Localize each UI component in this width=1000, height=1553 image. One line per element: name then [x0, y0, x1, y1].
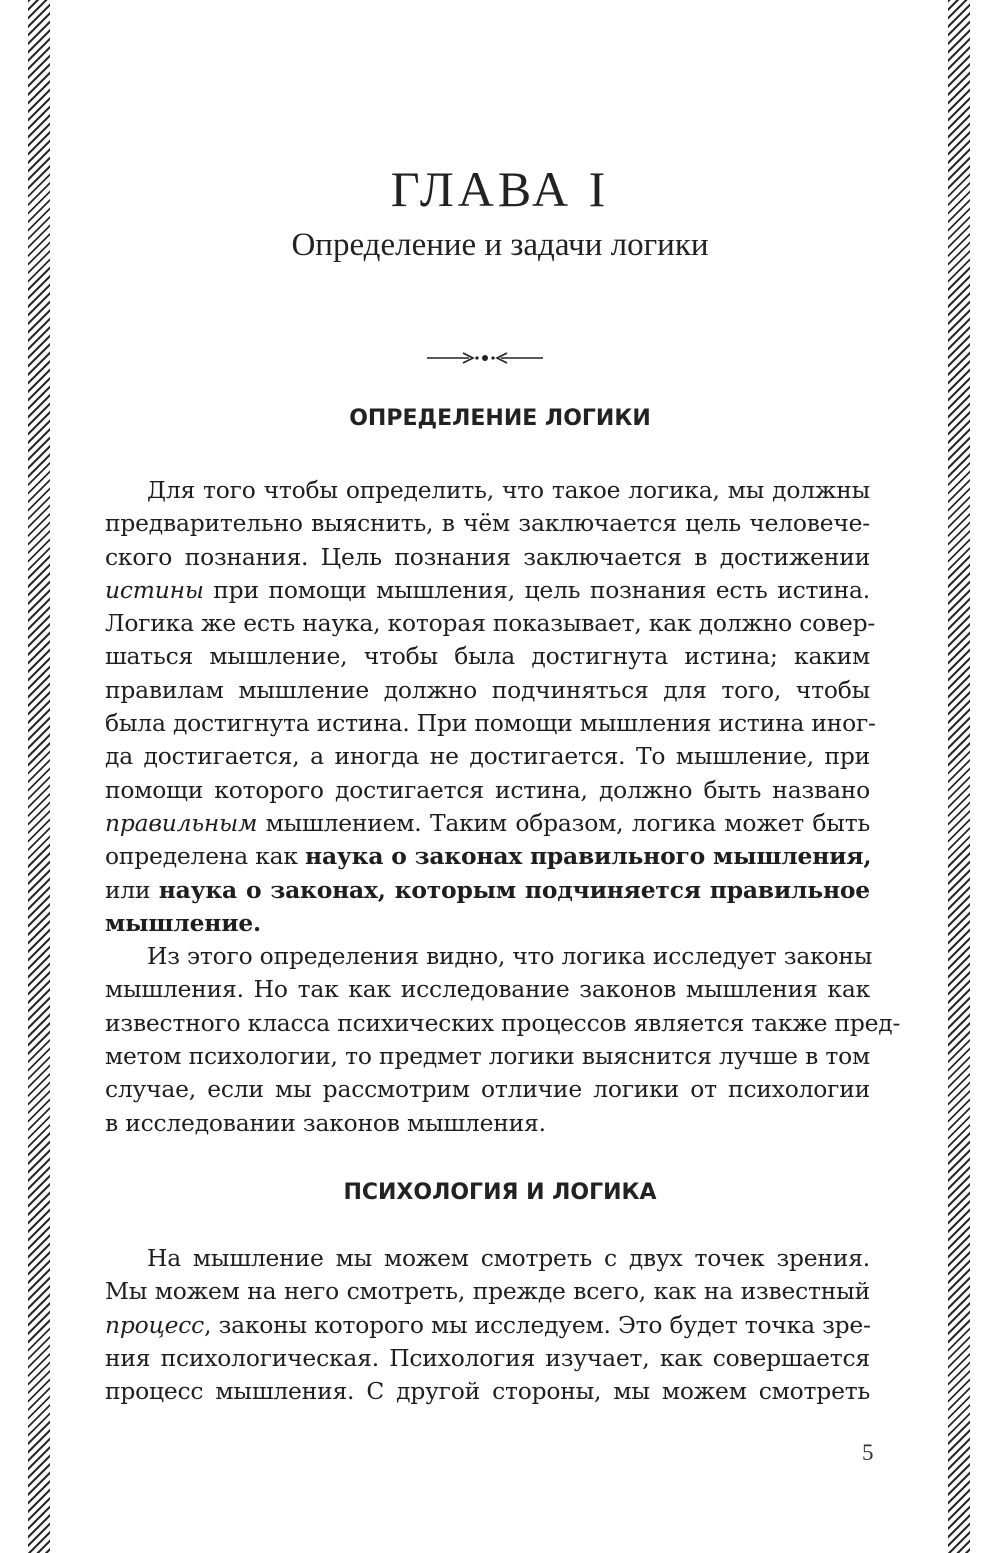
- text-line: [105, 574, 870, 607]
- bold-definition: мышление.: [105, 908, 261, 937]
- text-line: правилам мышление должно подчиняться для того, чтобы: [105, 675, 870, 704]
- section-body-psychology: [105, 1242, 870, 1408]
- chapter-title: ГЛАВА I: [390, 161, 610, 217]
- text-fragment: определена как: [105, 842, 306, 871]
- text-line: [105, 1309, 870, 1342]
- text-line: предварительно выяснить, в чём заключается цель человече-: [105, 509, 870, 538]
- text-line: Из этого определения видно, что логика исследует законы: [147, 942, 873, 971]
- ornament-divider-icon: [425, 348, 545, 368]
- section-heading-definition: ОПРЕДЕЛЕНИЕ ЛОГИКИ: [349, 406, 651, 431]
- section-body-definition: [105, 474, 901, 1140]
- page-number: 5: [862, 1440, 874, 1465]
- text-line: случае, если мы рассмотрим отличие логики от психологии: [105, 1075, 870, 1104]
- bold-definition: наука о законах правильного мышления,: [305, 842, 872, 871]
- text-line: да достигается, а иногда не достигается. То мышление, при: [105, 742, 870, 771]
- text-line: метом психологии, то предмет логики выяснится лучше в том: [105, 1042, 870, 1071]
- section-heading-psychology: ПСИХОЛОГИЯ И ЛОГИКА: [343, 1180, 657, 1205]
- text-line: [105, 907, 870, 940]
- text-fragment: мышлением. Таким образом, логика может быть: [257, 808, 870, 837]
- text-line: помощи которого достигается истина, должно быть названо: [105, 775, 870, 804]
- italic-term: правильным: [105, 808, 258, 837]
- text-line: ния психологическая. Психология изучает, как совершается: [105, 1343, 870, 1372]
- text-line: шаться мышление, чтобы была достигнута истина; каким: [105, 642, 870, 671]
- text-line: [105, 840, 870, 873]
- bold-definition: наука о законах, которым подчиняется правильное: [158, 875, 870, 904]
- text-line: Мы можем на него смотреть, прежде всего, как на известный: [105, 1277, 870, 1306]
- italic-term: истины: [105, 575, 204, 604]
- text-line: была достигнута истина. При помощи мышления истина иног-: [105, 709, 876, 738]
- text-line: в исследовании законов мышления.: [105, 1108, 546, 1137]
- text-line: ского познания. Цель познания заключается в достижении: [105, 542, 870, 571]
- text-fragment: при помощи мышления, цель познания есть истина.: [203, 575, 870, 604]
- text-line: процесс мышления. С другой стороны, мы можем смотреть: [105, 1377, 870, 1406]
- text-line: Для того чтобы определить, что такое логика, мы должны: [147, 476, 870, 504]
- text-line: На мышление мы можем смотреть с двух точек зрения.: [147, 1244, 870, 1272]
- text-line: мышления. Но так как исследование законов мышления как: [105, 975, 870, 1004]
- text-line: [105, 807, 870, 840]
- text-line: известного класса психических процессов является также пред-: [105, 1008, 901, 1037]
- italic-term: процесс: [105, 1310, 205, 1339]
- text-line: [105, 874, 870, 907]
- text-fragment: или: [105, 875, 159, 904]
- chapter-subtitle: Определение и задачи логики: [291, 227, 709, 263]
- text-line: Логика же есть наука, которая показывает, как должно совер-: [105, 609, 876, 638]
- text-fragment: , законы которого мы исследуем. Это будет точка зре-: [204, 1310, 871, 1339]
